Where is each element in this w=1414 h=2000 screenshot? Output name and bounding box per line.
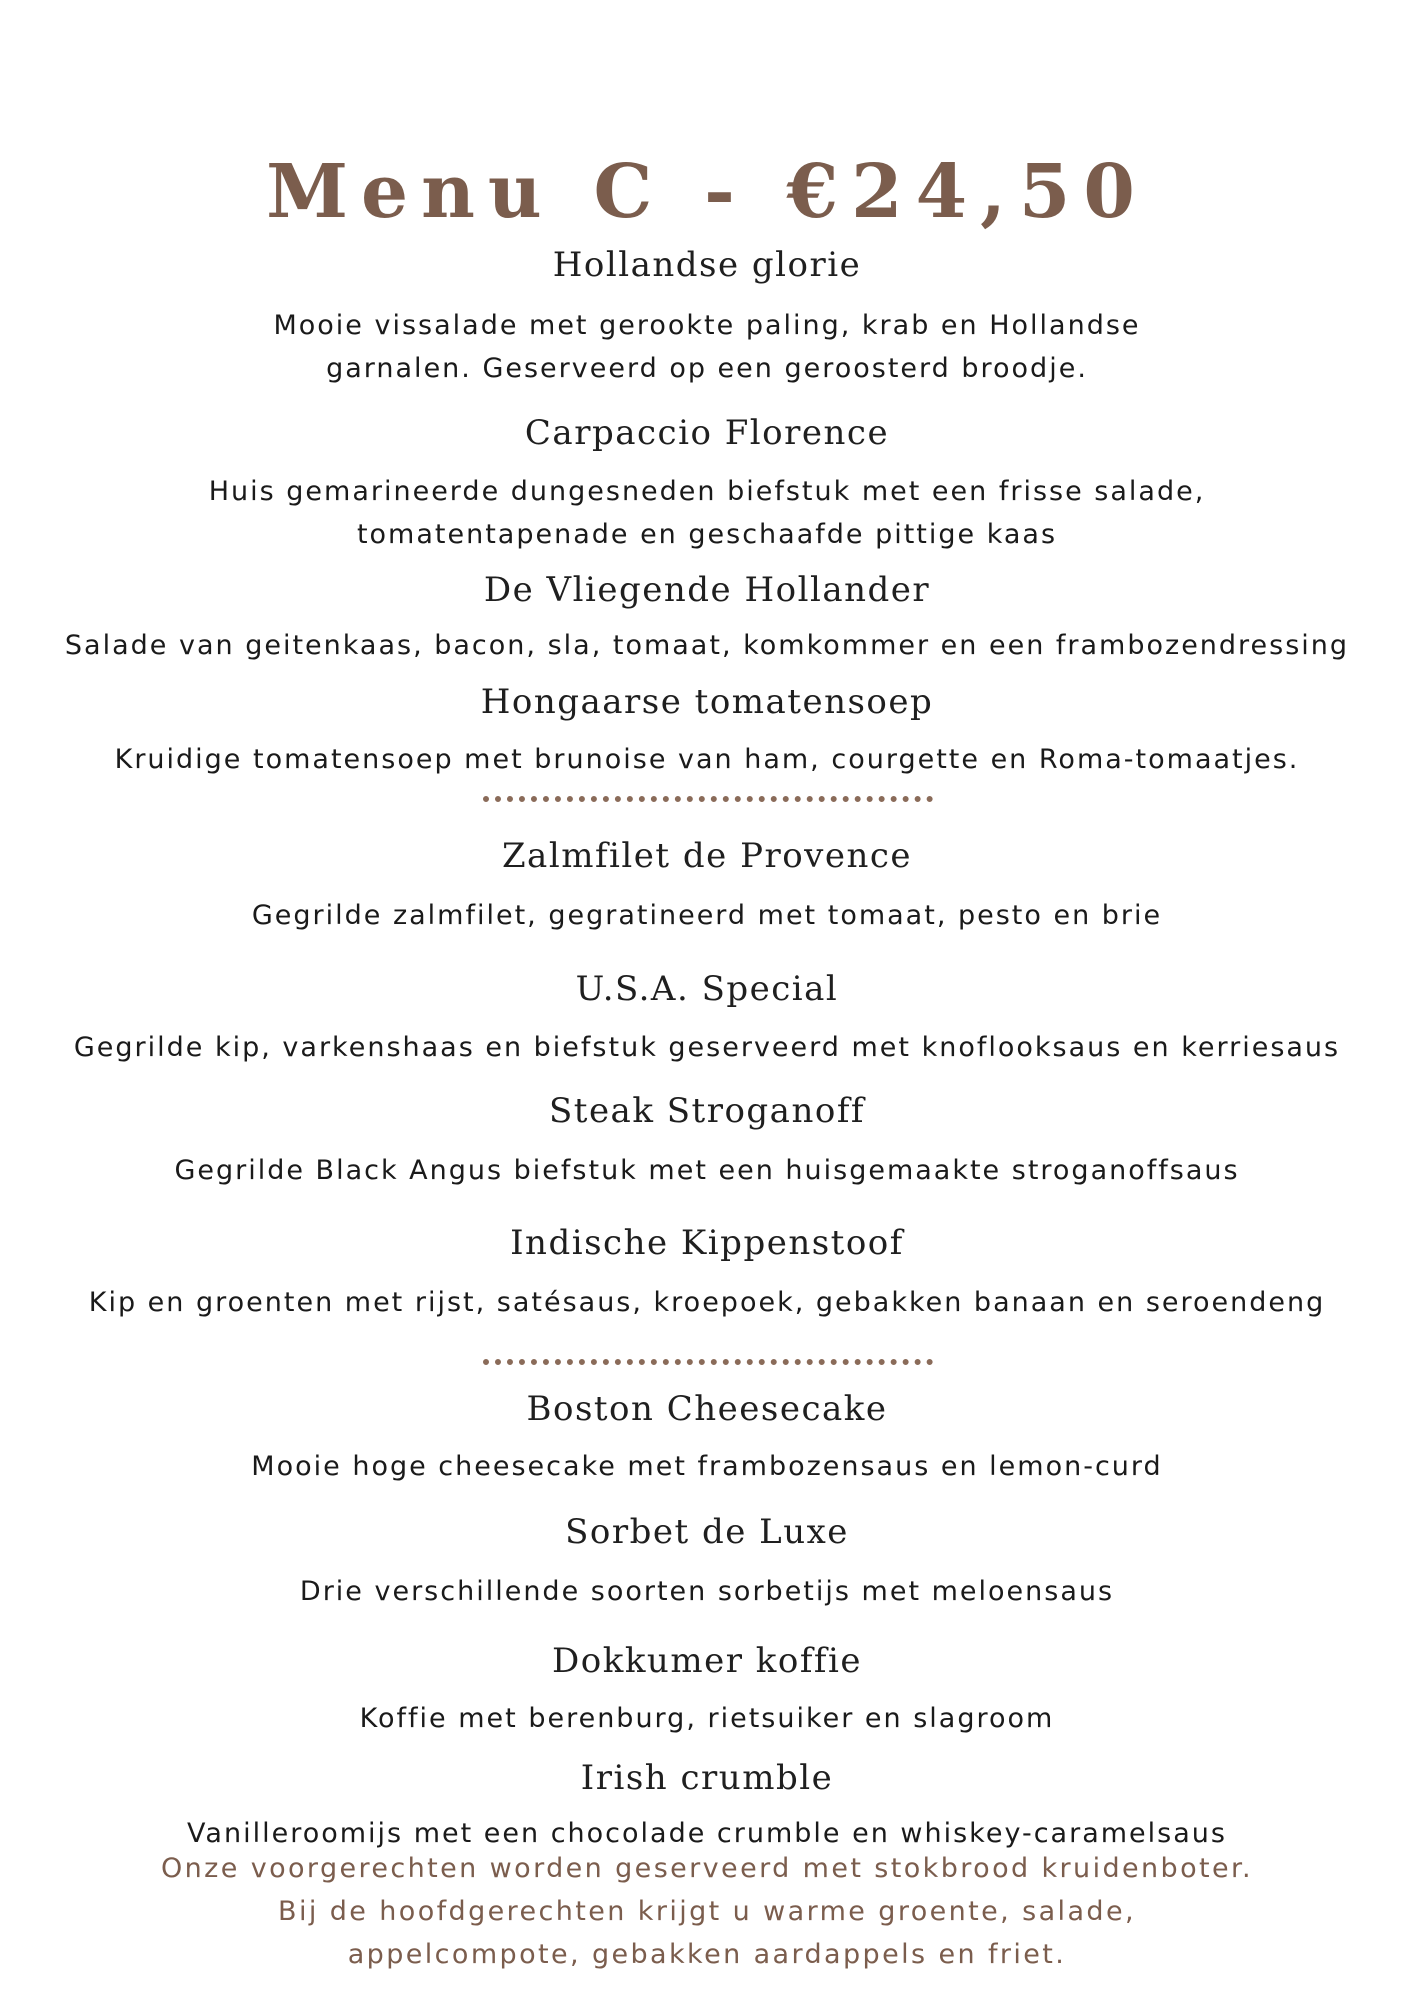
dish-description: Gegrilde Black Angus biefstuk met een huisgemaakte stroganoffsaus (174, 1155, 1240, 1186)
dish-name: Carpaccio Florence (524, 413, 890, 453)
dish-description: Mooie hoge cheesecake met frambozensaus en lemon-curd (251, 1451, 1163, 1482)
dish-name: Indische Kippenstoof (510, 1223, 904, 1263)
dish-name: De Vliegende Hollander (483, 570, 931, 610)
dish-name: Hollandse glorie (552, 245, 862, 285)
dish-name: Sorbet de Luxe (565, 1512, 849, 1552)
dish-name: Hongaarse tomatensoep (480, 682, 934, 722)
dish-name: Boston Cheesecake (526, 1389, 888, 1429)
dish-name: U.S.A. Special (575, 969, 839, 1009)
dish-name: Dokkumer koffie (552, 1641, 862, 1681)
dotted-divider (483, 1359, 933, 1365)
dish-description: Mooie vissalade met gerookte paling, krab en Hollandse garnalen. Geserveerd op een geroosterd broodje. (273, 310, 1141, 384)
dish-description: Gegrilde zalmfilet, gegratineerd met tomaat, pesto en brie (251, 900, 1163, 931)
dish-name: Steak Stroganoff (548, 1091, 865, 1131)
dotted-divider (483, 796, 933, 802)
dish-description: Drie verschillende soorten sorbetijs met meloensaus (299, 1576, 1115, 1607)
dish-description: Vanilleroomijs met een chocolade crumble en whiskey-caramelsaus (187, 1818, 1227, 1849)
menu-title: Menu C - €24,50 (266, 149, 1148, 235)
dish-description: Koffie met berenburg, rietsuiker en slagroom (359, 1703, 1055, 1734)
dish-description: Gegrilde kip, varkenshaas en biefstuk geserveerd met knoflooksaus en kerriesaus (73, 1032, 1341, 1063)
dish-name: Zalmfilet de Provence (501, 836, 913, 876)
dish-description: Kruidige tomatensoep met brunoise van ham, courgette en Roma-tomaatjes. (114, 744, 1300, 775)
dish-description: Kip en groenten met rijst, satésaus, kroepoek, gebakken banaan en seroendeng (88, 1287, 1326, 1318)
dish-description: Huis gemarineerde dungesneden biefstuk met een frisse salade, tomatentapenade en geschaafde pittige kaas (208, 476, 1206, 550)
dish-name: Irish crumble (580, 1758, 834, 1798)
footer-note: Onze voorgerechten worden geserveerd met stokbrood kruidenboter. Bij de hoofdgerechten krijgt u warme groente, salade, appelcompote, gebakken aardappels en friet. (160, 1853, 1253, 1970)
dish-description: Salade van geitenkaas, bacon, sla, tomaat, komkommer en een frambozendressing (64, 630, 1350, 661)
